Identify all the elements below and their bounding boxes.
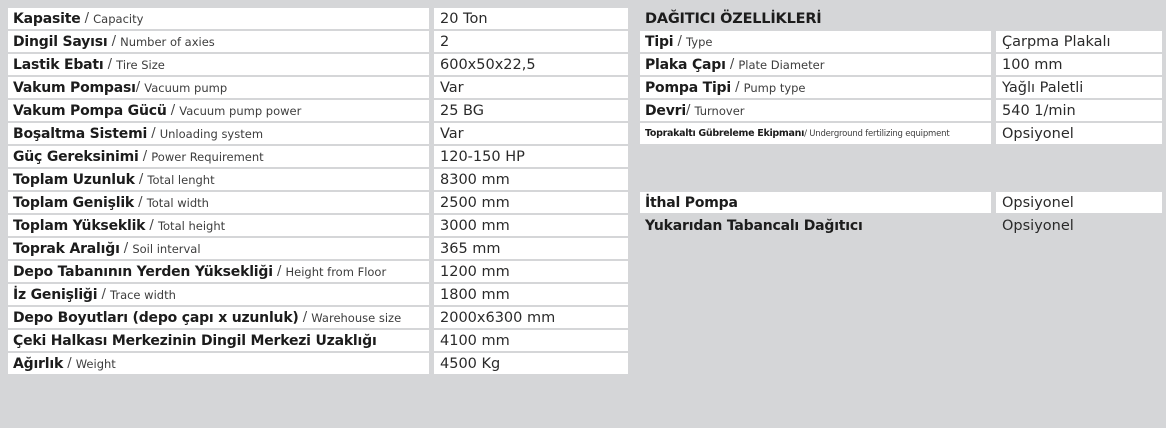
spec-sublabel: Soil interval: [132, 241, 201, 256]
spec-label-cell: Ağırlık / Weight: [8, 353, 429, 374]
spec-label-cell: Toplam Genişlik / Total width: [8, 192, 429, 213]
spec-label-cell: Depo Tabanının Yerden Yüksekliği / Height from Floor: [8, 261, 429, 282]
spec-sublabel: Number of axies: [120, 34, 215, 49]
distributor-value: Çarpma Plakalı: [996, 31, 1162, 52]
extra-label-cell: [640, 192, 991, 213]
distributor-heading: DAĞITICI ÖZELLİKLERİ: [645, 10, 822, 27]
extra-label: Yukarıdan Tabancalı Dağıtıcı: [645, 217, 863, 234]
spec-sublabel: Total height: [157, 218, 226, 233]
distributor-value: 540 1/min: [996, 100, 1162, 121]
distributor-label-cell: Plaka Çapı / Plate Diameter: [640, 54, 991, 75]
spec-label: Kapasite: [13, 10, 81, 27]
spec-sublabel: Tire Size: [116, 57, 165, 72]
spec-value: 1200 mm: [434, 261, 628, 282]
spec-label: Toplam Yükseklik: [13, 217, 146, 234]
spec-value: Var: [434, 123, 628, 144]
spec-label-cell: Lastik Ebatı / Tire Size: [8, 54, 429, 75]
spec-label-cell: Vakum Pompa Gücü / Vacuum pump power: [8, 100, 429, 121]
spec-label: Toprak Aralığı: [13, 240, 120, 257]
spec-sublabel: Trace width: [110, 287, 176, 302]
spec-value: 365 mm: [434, 238, 628, 259]
spec-sublabel: Vacuum pump power: [179, 103, 302, 118]
extra-value: Opsiyonel: [1002, 217, 1074, 234]
distributor-label-cell: Pompa Tipi / Pump type: [640, 77, 991, 98]
spec-label: Toplam Uzunluk: [13, 171, 135, 188]
spec-label: İz Genişliği: [13, 286, 98, 303]
spec-value: 600x50x22,5: [434, 54, 628, 75]
distributor-sublabel: Pump type: [743, 80, 806, 95]
spec-label-cell: Güç Gereksinimi / Power Requirement: [8, 146, 429, 167]
distributor-label-cell: Toprakaltı Gübreleme Ekipmanı / Underground fertilizing equipment: [640, 123, 991, 144]
distributor-value: Yağlı Paletli: [996, 77, 1162, 98]
spec-label: Depo Boyutları (depo çapı x uzunluk): [13, 309, 299, 326]
distributor-label: Toprakaltı Gübreleme Ekipmanı: [645, 128, 805, 139]
spec-value: 4100 mm: [434, 330, 628, 351]
spec-label-cell: Toplam Uzunluk / Total lenght: [8, 169, 429, 190]
distributor-label: Tipi: [645, 33, 674, 50]
distributor-sublabel: Type: [686, 34, 713, 49]
spec-value: 8300 mm: [434, 169, 628, 190]
spec-sublabel: Vacuum pump: [144, 80, 228, 95]
distributor-sublabel: Underground fertilizing equipment: [809, 128, 950, 139]
distributor-value: 100 mm: [996, 54, 1162, 75]
spec-label: Lastik Ebatı: [13, 56, 104, 73]
distributor-value: Opsiyonel: [996, 123, 1162, 144]
distributor-label: Devri: [645, 102, 686, 119]
spec-sublabel: Warehouse size: [311, 310, 402, 325]
distributor-label-cell: Devri / Turnover: [640, 100, 991, 121]
distributor-sublabel: Plate Diameter: [738, 57, 825, 72]
spec-label: Ağırlık: [13, 355, 64, 372]
spec-sublabel: Capacity: [93, 11, 144, 26]
spec-sublabel: Total width: [146, 195, 209, 210]
spec-label-cell: Dingil Sayısı / Number of axies: [8, 31, 429, 52]
spec-label: Vakum Pompa Gücü: [13, 102, 167, 119]
spec-label: Dingil Sayısı: [13, 33, 108, 50]
spec-label-cell: Kapasite / Capacity: [8, 8, 429, 29]
spec-sublabel: Power Requirement: [151, 149, 264, 164]
spec-label: Vakum Pompası: [13, 79, 136, 96]
distributor-sublabel: Turnover: [694, 103, 745, 118]
spec-value: 20 Ton: [434, 8, 628, 29]
spec-value: 25 BG: [434, 100, 628, 121]
spec-label: Boşaltma Sistemi: [13, 125, 148, 142]
spec-label: Güç Gereksinimi: [13, 148, 139, 165]
spec-label: Toplam Genişlik: [13, 194, 135, 211]
extra-value: Opsiyonel: [996, 192, 1162, 213]
spec-label: Çeki Halkası Merkezinin Dingil Merkezi Uzaklığı: [13, 332, 377, 349]
spec-value: 120-150 HP: [434, 146, 628, 167]
extra-label: İthal Pompa: [645, 194, 738, 211]
spec-sublabel: Unloading system: [159, 126, 264, 141]
distributor-label: Plaka Çapı: [645, 56, 726, 73]
spec-sublabel: Total lenght: [147, 172, 215, 187]
spec-label-cell: [8, 330, 429, 351]
spec-value: 4500 Kg: [434, 353, 628, 374]
distributor-label-cell: Tipi / Type: [640, 31, 991, 52]
spec-label-cell: İz Genişliği / Trace width: [8, 284, 429, 305]
spec-value: 2500 mm: [434, 192, 628, 213]
spec-label-cell: Toprak Aralığı / Soil interval: [8, 238, 429, 259]
spec-value: 2000x6300 mm: [434, 307, 628, 328]
spec-value: 2: [434, 31, 628, 52]
spec-label-cell: Depo Boyutları (depo çapı x uzunluk) / Warehouse size: [8, 307, 429, 328]
spec-value: 1800 mm: [434, 284, 628, 305]
spec-value: Var: [434, 77, 628, 98]
extra-label-cell: [640, 215, 991, 236]
spec-label: Depo Tabanının Yerden Yüksekliği: [13, 263, 273, 280]
spec-label-cell: Vakum Pompası / Vacuum pump: [8, 77, 429, 98]
spec-label-cell: Toplam Yükseklik / Total height: [8, 215, 429, 236]
spec-label-cell: Boşaltma Sistemi / Unloading system: [8, 123, 429, 144]
distributor-label: Pompa Tipi: [645, 79, 731, 96]
spec-value: 3000 mm: [434, 215, 628, 236]
spec-sublabel: Height from Floor: [285, 264, 387, 279]
spec-sublabel: Weight: [75, 356, 116, 371]
